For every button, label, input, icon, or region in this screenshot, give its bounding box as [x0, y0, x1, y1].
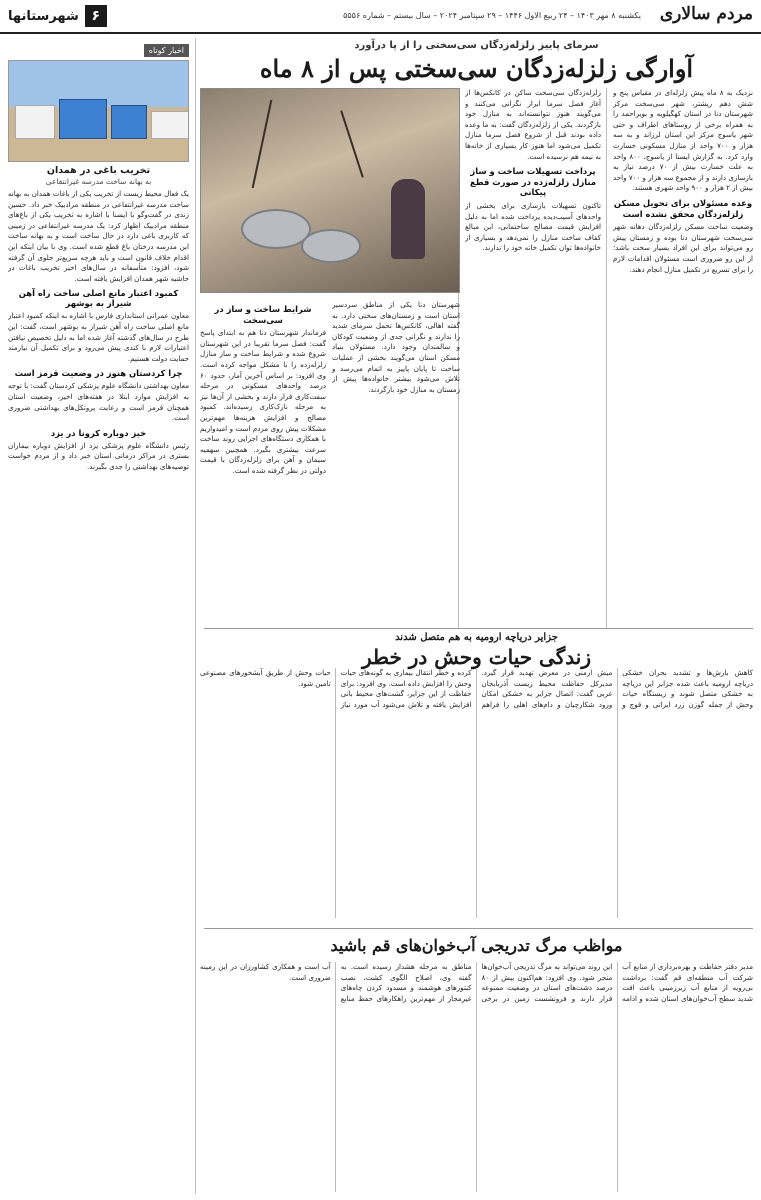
side-news-column [8, 38, 196, 1194]
qom-headline: مواظب مرگ تدریجی آب‌خوان‌های قم باشید [330, 936, 623, 955]
lead-col2-sub: پرداخت تسهیلات ساخت و ساز منازل زلزله‌زده در صورت قطع پیکانی [469, 166, 597, 198]
urmia-body: کاهش بارش‌ها و تشدید بحران خشکی دریاچه ارومیه باعث شده جزایر این دریاچه به خشکی متصل شوند و زیستگاه حیات وحش از جمله گوزن زرد ایرانی و قوچ و میش ارمنی در معرض تهدید قرار گیرد. مدیرکل حفاظت محیط زیست آذربایجان غربی گفت: اتصال جزایر به خشکی امکان ورود شکارچیان و دام‌های اهلی را فراهم کرده و خطر انتقال بیماری به گونه‌های حیات وحش را افزایش داده است. وی افزود: برای حفاظت از این جزایر، گشت‌های محیط بانی افزایش یافته و تلاش می‌شود آب مورد نیاز حیات وحش از طریق آبشخورهای مصنوعی تامین شود. [200, 668, 753, 709]
side-lead-title: تخریب باغی در همدان [46, 165, 151, 176]
lead-kicker: سرمای پاییز زلزله‌زدگان سی‌سختی را از پا درآورد [354, 40, 599, 51]
urmia-headline: زندگی حیات وحش در خطر [362, 645, 591, 669]
side-body-kurdistan: معاون بهداشتی دانشگاه علوم پزشکی کردستان گفت: با توجه به افزایش موارد ابتلا در هفته‌های اخیر، وضعیت استان همچنان قرمز است و رعایت پروتکل‌های بهداشتی ضروری است. [8, 381, 189, 423]
page-header [0, 0, 761, 34]
qom-story [200, 934, 753, 1194]
earthquake-photo [200, 88, 460, 293]
side-sub-yazd: خیز دوباره کرونا در یزد [50, 427, 147, 438]
news-tag: اخبار کوتاه [144, 44, 189, 57]
lead-col-4: شرایط ساخت و ساز در سی‌سخت فرماندار شهرستان دنا هم به ابتدای پاسخ گفت: فصل سرما تقریبا در این شهرستان شروع شده و شرایط ساخت و ساز منازل زلزله‌زده را با مشکل مواجه کرده است. وی افزود: بر اساس آخرین آمار، حدود ۶۰ درصد واحدهای مسکونی در مرحله سفت‌کاری قرار دارند و بخشی از آن‌ها نیز به مرحله نازک‌کاری رسیده‌اند. کمبود مصالح و افزایش هزینه‌ها مهم‌ترین مشکلات پیش روی مردم است و امیدواریم با همکاری دستگاه‌های اجرایی روند ساخت سرعت بیشتری بگیرد. همچنین سهمیه سیمان و آهن برای زلزله‌زدگان با قیمت دولتی در نظر گرفته شده است. [200, 304, 326, 475]
section-label [8, 5, 107, 27]
lead-col1-sub: وعده مسئولان برای تحویل مسکن زلزله‌زدگان محقق نشده است [613, 197, 753, 219]
lead-col-1: نزدیک به ۸ ماه پیش زلزله‌ای در مقیاس پنج و شش دهم ریشتر، شهر سی‌سخت مرکز شهرستان دنا در استان کهگیلویه و بویراحمد را به همراه برخی از روستاهای اطراف و حتی شهر یاسوج مرکز این استان لرزاند و به سه هزار و ۷۰۰ واحد از منازل مسکونی خسارت وارد کرد. به گزارش ایسنا از یاسوج، ۸۰۰ واحد به علت خسارت بیش از ۷۰ درصد نیاز به بازسازی دارند و از مجموع سه هزار و ۷۰۰ واحد بیش از ۲ هزار و ۹۰۰ واحد شهری هستند. وعده مسئولان برای تحویل مسکن زلزله‌زدگان محقق نشده است وضعیت ساخت مسکن زلزله‌زدگان دهانه شهر سی‌سخت شهرستان دنا بوده و زمستان پیش رو می‌تواند برای این افراد بسیار سخت باشد؛ از این رو ضروری است مسئولان اقدامات لازم را برای تسریع در تکمیل منازل انجام دهند. [613, 88, 753, 274]
urmia-kicker: جزایر دریاچه ارومیه به هم متصل شدند [395, 632, 558, 643]
dateline: یکشنبه ۸ مهر ۱۴۰۳ – ۲۴ ربیع الاول ۱۴۴۶ – ۲۹ سپتامبر ۲۰۲۴ – سال بیستم – شماره ۵۵۵۶ [343, 11, 641, 20]
lead-col-2: زلزله‌زدگان سی‌سخت ساکن در کانکس‌ها از آغاز فصل سرما ابراز نگرانی می‌کنند و می‌گویند هنوز نتوانسته‌اند به منازل خود بازگردند. یکی از زلزله‌زدگان گفت: به ما وعده داده بودند قبل از شروع فصل سرما منازل تکمیل می‌شود اما هنوز کار بسیاری از خانه‌ها به نیمه هم نرسیده است. پرداخت تسهیلات ساخت و ساز منازل زلزله‌زده در صورت قطع پیکانی تاکنون تسهیلات بازسازی برای بخشی از واحدهای آسیب‌دیده پرداخت شده اما به دلیل افزایش قیمت مصالح ساختمانی، این مبالغ کفاف ساخت منازل را نمی‌دهد و بسیاری از خانواده‌ها توان تکمیل خانه خود را ندارند. [465, 88, 601, 253]
side-sub-rail: کمبود اعتبار مانع اصلی ساخت راه آهن شیراز به بوشهر [18, 288, 179, 309]
newspaper-brand: مردم سالاری [659, 4, 753, 24]
houses-photo [8, 60, 189, 162]
qom-body: مدیر دفتر حفاظت و بهره‌برداری از منابع آب شرکت آب منطقه‌ای قم گفت: برداشت بی‌رویه از منابع آب زیرزمینی باعث افت شدید سطح آب‌خوان‌های استان شده و ادامه این روند می‌تواند به مرگ تدریجی آب‌خوان‌ها منجر شود. وی افزود: هم‌اکنون بیش از ۸۰ درصد دشت‌های استان در وضعیت ممنوعه قرار دارند و فرونشست زمین در برخی مناطق به مرحله هشدار رسیده است. به گفته وی، اصلاح الگوی کشت، نصب کنتورهای هوشمند و مسدود کردن چاه‌های غیرمجاز از مهم‌ترین راهکارهای حفظ منابع آب است و همکاری کشاورزان در این زمینه ضروری است. [200, 962, 753, 1003]
side-lead-kicker: به بهانه ساخت مدرسه غیرانتفاعی [45, 177, 152, 186]
lead-col4-sub: شرایط ساخت و ساز در سی‌سخت [214, 304, 312, 325]
side-body-yazd: رئیس دانشگاه علوم پزشکی یزد از افزایش دوباره بیماران بستری در مراکز درمانی استان خبر داد و از مردم خواست توصیه‌های بهداشتی را جدی بگیرند. [8, 440, 189, 471]
lead-col-3: شهرستان دنا یکی از مناطق سردسیر استان است و زمستان‌های سختی دارد. به گفته اهالی، کانکس‌ها تحمل سرمای شدید را ندارند و نگرانی جدی از وضعیت کودکان و سالمندان وجود دارد. مسئولان بنیاد مسکن استان می‌گویند بخشی از عملیات ساخت تا پایان پاییز به اتمام می‌رسد و تلاش می‌شود بیشتر خانواده‌ها پیش از زمستان به منازل خود بازگردند. [332, 300, 460, 394]
lead-headline: آوارگی زلزله‌زدگان سی‌سختی پس از ۸ ماه [259, 54, 694, 83]
side-lead-body: یک فعال محیط زیست از تخریب یکی از باغات همدان به بهانه ساخت مدرسه غیرانتفاعی در منطقه مرادبیک خبر داد. حسین زندی در گفت‌وگو با ایسنا با اشاره به تخریب یکی از باغ‌های منطقه مرادبیک اظهار کرد: یک مدرسه غیرانتفاعی در زمینی که کاربری باغی دارد در حال ساخت است و به بهانه ساخت این مدرسه درختان باغ قطع شده است. وی با بیان اینکه این اقدام خلاف قانون است و باید هرچه سریع‌تر جلوی آن گرفته شود، افزود: متأسفانه در سال‌های اخیر تخریب باغات در حاشیه شهر همدان افزایش یافته است. [8, 189, 189, 283]
side-sub-kurdistan: چرا کردستان هنوز در وضعیت قرمز است [14, 368, 183, 379]
section-number: ۶ [85, 5, 107, 27]
side-body-rail: معاون عمرانی استانداری فارس با اشاره به اینکه کمبود اعتبار مانع اصلی ساخت راه آهن شیراز به بوشهر است، گفت: این طرح در سال‌های گذشته آغاز شده اما به دلیل تخصیص نیافتن اعتبارات لازم با کندی پیش می‌رود و برای تکمیل آن نیازمند حمایت دولت هستیم. [8, 311, 189, 363]
urmia-story [200, 632, 753, 922]
lead-story [200, 38, 753, 628]
section-title: شهرستانها [8, 8, 79, 24]
